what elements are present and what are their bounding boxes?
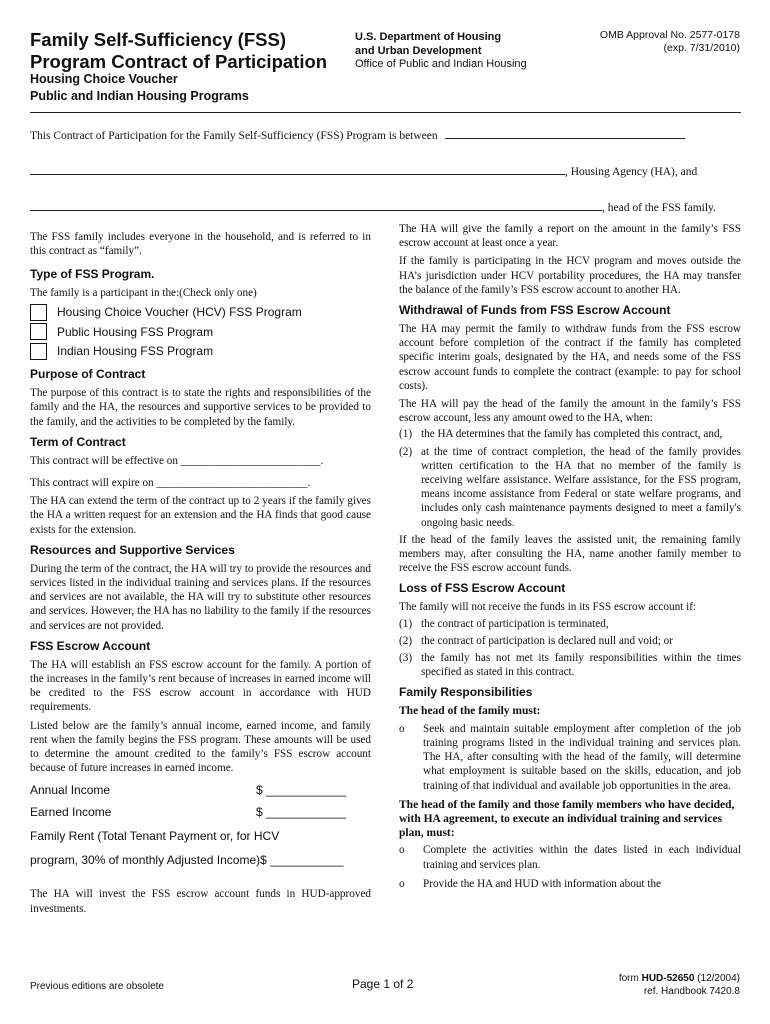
item-number: (1)	[399, 428, 413, 441]
option-hcv-label: Housing Choice Voucher (HCV) FSS Program	[57, 305, 302, 320]
form-prefix: form	[618, 973, 642, 984]
list-item	[399, 651, 741, 679]
earned-income-field[interactable]: $ ____________	[256, 805, 347, 820]
resources-heading: Resources and Supportive Services	[30, 542, 235, 557]
hcv-checkbox[interactable]	[30, 304, 47, 321]
family-rent-line-1: Family Rent (Total Tenant Payment or, for HCV	[30, 829, 280, 844]
form-subtitle	[30, 71, 249, 105]
list-item	[399, 617, 741, 631]
escrow-text-2: Listed below are the family’s annual income, earned income, and family rent when the family begins the FSS program. These amounts will be used to determine the amount credited to the family’s FSS escrow account because of future increases in earned income.	[30, 719, 371, 775]
intro-text: This Contract of Participation for the Family Self-Sufficiency (FSS) Program is between	[30, 130, 438, 142]
form-number: HUD-52650	[641, 973, 695, 984]
dept-line-3: Office of Public and Indian Housing	[355, 58, 527, 70]
item-number: (2)	[399, 634, 413, 647]
head-and-members-label: The head of the family and those family members who have decided, with HA agreement, to execute an individual training and services plan, must:	[399, 798, 735, 840]
department-block	[355, 31, 527, 72]
term-extend: The HA can extend the term of the contract up to 2 years if the family gives the HA a written request for an extension and the HA finds that good cause exists for the extension.	[30, 495, 371, 536]
omb-approval	[600, 29, 740, 54]
indian-housing-checkbox[interactable]	[30, 343, 47, 360]
withdrawal-heading: Withdrawal of Funds from FSS Escrow Account	[399, 303, 671, 318]
withdrawal-text-1: The HA may permit the family to withdraw funds from the FSS escrow account before completion of the contract if the family has completed specific interim goals, designated by the HA, and needs some of the FSS escrow account funds to complete the contract (example: to pay for school costs).	[399, 323, 741, 392]
bullet-marker: o	[399, 722, 405, 735]
type-heading: Type of FSS Program.	[30, 267, 155, 282]
bullet-marker: o	[399, 877, 405, 890]
head-must-label: The head of the family must:	[399, 705, 541, 718]
title-line-2: Program Contract of Participation	[30, 51, 328, 72]
item-text: the contract of participation is terminated,	[421, 617, 609, 630]
list-item	[399, 427, 741, 441]
subtitle-line-1: Housing Choice Voucher	[30, 72, 178, 86]
housing-agency-field[interactable]	[30, 165, 565, 175]
intro-line-1	[30, 129, 741, 143]
item-text: at the time of contract completion, the head of the family provides written certification to the HA that no member of the family is receiving welfare assistance. Welfare assistance, for the FSS program, means income assistance from Federal or state welfare programs, and includes only cash maintenance payments designed to meet a family's ongoing basic needs.	[421, 445, 741, 529]
form-title	[30, 29, 327, 73]
form-date: (12/2004)	[694, 973, 740, 984]
annual-income-label: Annual Income	[30, 783, 111, 798]
form-reference	[619, 973, 740, 998]
withdrawal-text-2: The HA will pay the head of the family the amount in the family’s FSS escrow account, less any amount owed to the HA, when:	[399, 398, 741, 425]
dept-line-1: U.S. Department of Housing	[355, 31, 502, 43]
item-text: the contract of participation is declared null and void; or	[421, 634, 673, 647]
resources-text: During the term of the contract, the HA will try to provide the resources and services listed in the individual training and services plans. If the resources and services are not available, the HA will try to substitute other resources and services. However, the HA has no liability to the family if the resources and services are not provided.	[30, 562, 371, 632]
option-hcv[interactable]	[30, 303, 371, 323]
omb-line-2: (exp. 7/31/2010)	[663, 41, 740, 54]
loss-list	[399, 617, 741, 680]
intro-ha-suffix: , Housing Agency (HA), and	[565, 166, 698, 178]
annual-income-field[interactable]: $ ____________	[256, 783, 347, 798]
escrow-text-1: The HA will establish an FSS escrow account for the family. A portion of the increases in the family’s rent because of increases in earned income will be credited to the FSS escrow account in accordance with HUD requirements.	[30, 658, 371, 714]
list-item	[399, 722, 741, 793]
loss-text: The family will not receive the funds in its FSS escrow account if:	[399, 601, 697, 614]
dept-line-2: and Urban Development	[355, 44, 482, 57]
option-indian-housing[interactable]	[30, 342, 371, 362]
list-item	[399, 843, 741, 871]
invest-text: The HA will invest the FSS escrow account funds in HUD-approved investments.	[30, 888, 371, 915]
leaves-text: If the head of the family leaves the assisted unit, the remaining family members may, after consulting the HA, name another family member to receive the FSS escrow account funds.	[399, 533, 741, 575]
member-responsibilities-list	[399, 843, 741, 891]
option-public-housing-label: Public Housing FSS Program	[57, 324, 214, 339]
withdrawal-list	[399, 427, 741, 529]
item-text: the family has not met its family responsibilities within the times specified as stated in this contract.	[421, 652, 741, 679]
head-of-family-field[interactable]	[30, 201, 602, 211]
title-line-1: Family Self-Sufficiency (FSS)	[30, 29, 286, 50]
intro-line-2	[30, 165, 741, 179]
list-item	[399, 877, 741, 891]
escrow-heading: FSS Escrow Account	[30, 638, 151, 653]
item-number: (2)	[399, 445, 413, 458]
option-public-housing[interactable]	[30, 322, 371, 342]
left-column	[30, 230, 371, 920]
omb-line-1: OMB Approval No. 2577-0178	[599, 29, 740, 41]
footer-obsolete-note: Previous editions are obsolete	[30, 981, 164, 992]
term-heading: Term of Contract	[30, 434, 126, 449]
header-divider	[30, 112, 741, 113]
type-text: The family is a participant in the:(Check only one)	[30, 287, 257, 300]
right-column	[399, 222, 741, 896]
page-number: Page 1 of 2	[352, 977, 414, 991]
list-item	[399, 445, 741, 530]
term-expire: This contract will expire on ___________________________.	[30, 476, 311, 489]
subtitle-line-2: Public and Indian Housing Programs	[30, 89, 249, 103]
item-text: Complete the activities within the dates listed in each individual training and services plan.	[423, 844, 741, 871]
family-rent-field[interactable]: program, 30% of monthly Adjusted Income)$ ___________	[30, 853, 344, 868]
head-responsibilities-list	[399, 722, 741, 793]
purpose-heading: Purpose of Contract	[30, 367, 146, 382]
purpose-text: The purpose of this contract is to state the rights and responsibilities of the family and the HA, the resources and supportive services to be provided to the family, and the activities to be completed by the family.	[30, 387, 371, 428]
intro-head-suffix: , head of the FSS family.	[602, 202, 716, 214]
item-text: Provide the HA and HUD with information about the	[423, 877, 662, 890]
intro-line-3	[30, 201, 741, 215]
report-text: The HA will give the family a report on the amount in the family’s FSS escrow account at least once a year.	[399, 223, 741, 250]
portability-text: If the family is participating in the HCV program and moves outside the HA’s jurisdiction under HCV portability procedures, the HA may transfer the balance of the family’s FSS escrow account to another HA.	[399, 255, 741, 296]
item-number: (3)	[399, 652, 413, 665]
item-text: the HA determines that the family has completed this contract, and,	[421, 428, 723, 441]
loss-heading: Loss of FSS Escrow Account	[399, 581, 566, 596]
list-item	[399, 634, 741, 648]
public-housing-checkbox[interactable]	[30, 323, 47, 340]
party-name-field[interactable]	[445, 129, 685, 139]
responsibilities-heading: Family Responsibilities	[399, 685, 533, 700]
earned-income-row	[30, 801, 371, 823]
term-effective: This contract will be effective on _________________________.	[30, 454, 324, 467]
handbook-ref: ref. Handbook 7420.8	[643, 985, 740, 997]
option-indian-housing-label: Indian Housing FSS Program	[57, 344, 214, 359]
bullet-marker: o	[399, 844, 405, 857]
item-text: Seek and maintain suitable employment after completion of the job training programs listed in the individual training and services plan. The HA, after consulting with the head of the family, will determine what employment is suitable based on the skills, education, and job training of that individual and available job opportunities in the area.	[423, 722, 741, 792]
annual-income-row	[30, 779, 371, 801]
item-number: (1)	[399, 617, 413, 630]
earned-income-label: Earned Income	[30, 805, 112, 820]
family-definition: The FSS family includes everyone in the household, and is referred to in this contract as “family”.	[30, 231, 371, 258]
